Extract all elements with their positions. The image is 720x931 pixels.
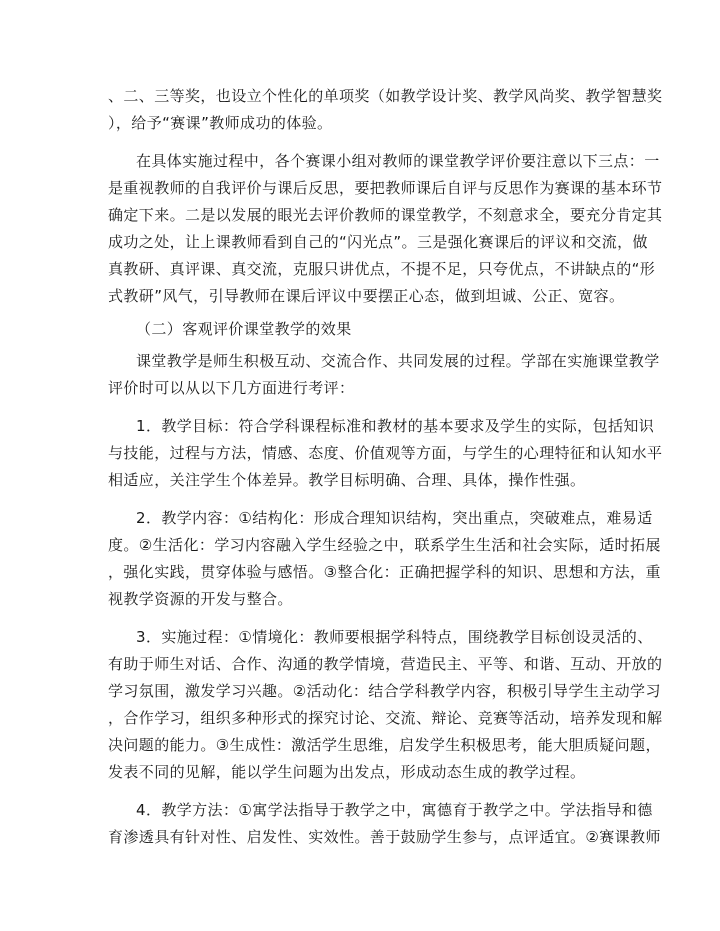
text-line: 式教研”风气，引导教师在课后评议中要摆正心态，做到坦诚、公正、宽容。 [108,287,625,305]
text-line: 2．教学内容：①结构化：形成合理知识结构，突出重点，突破难点，难易适 [136,509,653,527]
text-line: 4．教学方法：①寓学法指导于教学之中，寓德育于教学之中。学法指导和德 [136,801,653,819]
text-line: 、二、三等奖，也设立个性化的单项奖（如教学设计奖、教学风尚奖、教学智慧奖 [108,87,663,105]
text-line: 发表不同的见解，能以学生问题为出发点，形成动态生成的教学过程。 [108,763,586,781]
text-line: 视教学资源的开发与整合。 [108,590,293,608]
text-line: ，合作学习，组织多种形式的探究讨论、交流、辩论、竞赛等活动，培养发现和解 [108,709,663,727]
text-line: 度。②生活化：学习内容融入学生经验之中，联系学生生活和社会实际，适时拓展 [108,536,661,554]
text-line: 真教研、真评课、真交流，克服只讲优点，不提不足，只夸优点，不讲缺点的“形 [108,260,656,278]
text-line: 成功之处，让上课教师看到自己的“闪光点”。三是强化赛课后的评议和交流，做 [108,233,648,251]
text-line: 是重视教师的自我评价与课后反思，要把教师课后自评与反思作为赛课的基本环节 [108,179,663,197]
text-line: 1．教学目标：符合学科课程标准和教材的基本要求及学生的实际，包括知识 [136,417,655,435]
text-line: 育渗透具有针对性、启发性、实效性。善于鼓励学生参与，点评适宜。②赛课教师 [108,828,661,846]
text-line: 相适应，关注学生个体差异。教学目标明确、合理、具体，操作性强。 [108,471,586,489]
text-line: ，强化实践，贯穿体验与感悟。③整合化：正确把握学科的知识、思想和方法，重 [108,563,661,581]
section-heading: （二）客观评价课堂教学的效果 [136,320,352,338]
text-line: 确定下来。二是以发展的眼光去评价教师的课堂教学，不刻意求全，要充分肯定其 [108,206,663,224]
text-line: 评价时可以从以下几方面进行考评： [108,379,355,397]
text-line: 课堂教学是师生积极互动、交流合作、共同发展的过程。学部在实施课堂教学 [136,352,660,370]
text-line: 学习氛围，激发学习兴趣。②活动化：结合学科教学内容，积极引导学生主动学习 [108,682,661,700]
text-line: 在具体实施过程中，各个赛课小组对教师的课堂教学评价要注意以下三点：一 [136,152,660,170]
text-line: ），给予“赛课”教师成功的体验。 [108,114,333,132]
text-line: 决问题的能力。③生成性：激活学生思维，启发学生积极思考，能大胆质疑问题， [108,736,661,754]
text-line: 与技能，过程与方法，情感、态度、价值观等方面，与学生的心理特征和认知水平 [108,444,663,462]
text-line: 3．实施过程：①情境化：教师要根据学科特点，围绕教学目标创设灵活的、 [136,628,653,646]
text-line: 有助于师生对话、合作、沟通的教学情境，营造民主、平等、和谐、互动、开放的 [108,655,663,673]
